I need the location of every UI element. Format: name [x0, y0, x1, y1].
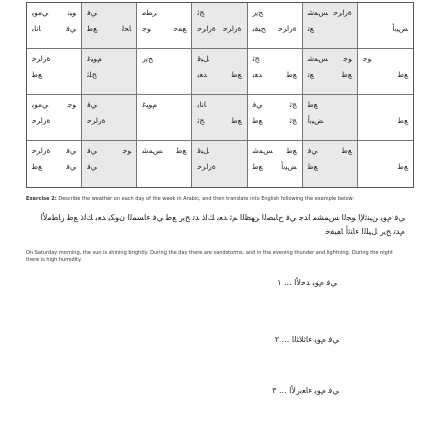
weather-word: ﺓﺭﺍﺮﺣ [278, 24, 297, 33]
grid-cell [27, 49, 82, 95]
weather-word: ﻊﻃ [341, 146, 352, 155]
weather-word: ﺲﻤﺷ [142, 146, 163, 155]
weather-grid [26, 2, 414, 188]
weather-word: ﻊﻃ [307, 100, 318, 109]
grid-cell [303, 95, 358, 141]
weather-word: ﺾﻴﺑﺃ [307, 116, 324, 125]
weather-word: ﻊﺗ [307, 24, 314, 33]
weather-word: ﻡﻮﻴﻏ [87, 54, 102, 63]
weather-word: ﺪﻌﺑ [197, 70, 208, 79]
weather-word: ﻲﻓ [252, 100, 263, 109]
weather-word: ﺲﻤﺷ [307, 54, 328, 63]
weather-word: ﻡﻮﻴﻏ [142, 100, 157, 109]
grid-cell [82, 95, 137, 141]
question-3: ﻲﻓ ﻡﻮﻳ ﺀﺎﻌﺑﺭﻷﺍ ... ٣ [272, 386, 339, 395]
grid-cell [82, 141, 137, 187]
question-1: ﻲﻓ ﻡﻮﻳ ﺪﺣﻷﺍ ... ١ [277, 278, 337, 287]
weather-word: ﻮﺟ [362, 54, 372, 63]
weather-word: ﺎﻧﺎﺑ [32, 24, 41, 33]
weather-word: ﻲﻓ [66, 24, 77, 33]
grid-cell [27, 141, 82, 187]
weather-word: ﺢﻳﺭ [252, 8, 264, 17]
weather-word: ﻲﻓ [87, 8, 97, 17]
weather-word: ﻊﻃ [32, 70, 42, 79]
weather-word: ﺓﺭﺍﺮﺣ [87, 116, 106, 125]
weather-word: ﻲﻓ [307, 146, 318, 155]
grid-cell [82, 49, 137, 95]
weather-word: ﺾﻴﺑﺃ [281, 162, 297, 171]
question-2: ﻲﻓ ﻡﻮﻳ ﺀﺎﺛﻼﺜﻟﺍ ... ٢ [274, 335, 339, 344]
weather-word: ﻊﻃ [341, 70, 352, 79]
weather-word: ﻊﻃ [286, 70, 297, 79]
weather-word: ﻞﺒﻗ [197, 146, 209, 155]
weather-word: ﻊﻤﺣ [173, 24, 187, 33]
weather-word: ﻲﻓ [87, 100, 97, 109]
weather-word: ﺢﻴﻘﺑ [252, 24, 266, 33]
grid-cell [248, 3, 303, 49]
weather-word: ﻊﻃ [252, 162, 263, 171]
weather-word: ﺞﺛ [197, 116, 205, 125]
example-arabic: ﻲﻓ ﻡﻮﻳ ﻦﻴﻨﺛﻹﺍ ﻮﺠﻟﺍ ﺲﻤﺸﻣ ﺍﺪﺟ ﻲﻓ ﺡﺎﺒﺼﻟﺍ ﺮﻬﻈﻟﺍ ﻢﺛ ﺪﻌﺑ ﻚﻟﺫ ﺪﺗ ﺢﻳﺭ ﻊﻃ ﻲﻓ ﺀﺎﺴﻤﻟﺍ ﻥﻮﻜﻳ ﺪﻌﺑ ﻚﻟﺫ ﻊﻃ ﺭﺎﻄﻣﻷﺍ ﻡﺪﺗ ﺢﻳﺭ ﻞﻴﻠﻟﺍ ﺀﺎﻨﺛﺃ ﺎﻔﻴﻔﺧ [40, 213, 405, 236]
weather-word: ﺾﻴﺑﺃ [392, 24, 408, 33]
weather-word: ﻊﻃ [231, 70, 242, 79]
weather-word: ﺢﻳﺭ [142, 54, 153, 63]
weather-word: ﻞﺒﻗ [197, 54, 209, 63]
weather-word: ﺓﺭﺍﺮﺣ [32, 116, 51, 125]
grid-cell [358, 3, 413, 49]
weather-word: ﻲﻓ [87, 146, 97, 155]
weather-word: ﺓﺭﺍﺮﺣ [32, 146, 51, 155]
weather-word: ﺓﺭﺍﺮﺣ [32, 54, 51, 63]
weather-word: ﻲﻓ [66, 146, 77, 155]
grid-cell [192, 141, 247, 187]
weather-word: ﺲﻤﺷ [307, 8, 328, 17]
weather-word: ﺞﺛ [289, 100, 297, 109]
grid-cell [137, 141, 192, 187]
weather-word: ﻮﺟ [67, 100, 77, 109]
grid-cell [27, 95, 82, 141]
weather-word: ﺲﻤﺷ [252, 146, 273, 155]
weather-word: ﻊﻃ [252, 116, 263, 125]
grid-cell [137, 3, 192, 49]
grid-cell [358, 95, 413, 141]
weather-word: ﺞﺛ [289, 116, 297, 125]
weather-word: ﺓﺭﺍﺮﺣ [333, 8, 352, 17]
grid-cell [358, 141, 413, 187]
weather-word: ﻲﻓ [87, 162, 97, 171]
weather-word: ﻊﻃ [398, 70, 408, 79]
exercise-label: Exercise 2: [26, 196, 57, 202]
weather-word: ﻊﻃ [398, 116, 408, 125]
weather-word: ﻮﺟ [343, 54, 352, 63]
grid-cell [358, 49, 413, 95]
weather-word: ﺓﺭﺍﺮﺣ [223, 24, 242, 33]
grid-cell [248, 141, 303, 187]
weather-word: ﺓﺭﺍﺮﺣ [197, 24, 216, 33]
weather-word: ﺓﺭﺍﺮﺣ [197, 162, 216, 171]
weather-word: ﻮﺟ [122, 146, 132, 155]
grid-cell [82, 3, 137, 49]
grid-cell [27, 3, 82, 49]
weather-word: ﻊﺗ [307, 70, 314, 79]
weather-word: ﺮﻄﻣ [142, 8, 157, 17]
grid-cell [248, 95, 303, 141]
grid-cell [192, 3, 247, 49]
weather-word: ﻊﻃ [176, 146, 187, 155]
example-english: On Saturday morning, the sun is shining brightly. During the day there are sandstorms, and in the evening thunder and lightning. During the night there is high humidity. [26, 250, 393, 263]
grid-cell [192, 95, 247, 141]
weather-word: ﺎﺤﻟ [121, 24, 132, 33]
grid-cell [303, 141, 358, 187]
grid-cell [303, 3, 358, 49]
weather-word: ﺞﺛ [252, 54, 260, 63]
weather-word: ﻊﻃ [87, 24, 98, 33]
weather-word: ﻲﻣﻮﻳ [32, 8, 49, 17]
weather-word: ﻊﻃ [32, 162, 42, 171]
weather-word: ﻊﻃ [286, 146, 297, 155]
weather-word: ﺞﺛ [197, 8, 205, 17]
weather-word: ﻊﻃ [307, 162, 318, 171]
weather-word: ﻊﻃ [231, 116, 242, 125]
grid-cell [248, 49, 303, 95]
grid-cell [192, 49, 247, 95]
exercise-instructions [26, 196, 406, 203]
weather-word: ﻊﻃ [398, 162, 408, 171]
weather-word: ﻮﺟ [142, 24, 151, 33]
exercise-text: Describe the weather on each day of the week in Arabic, and then translate into English following the example below: [58, 196, 355, 202]
grid-cell [137, 49, 192, 95]
grid-cell [137, 95, 192, 141]
weather-word: ﺪﻌﺑ [252, 70, 263, 79]
weather-word: ﻮﻴﻧ [67, 8, 77, 17]
weather-word: ﺎﻧﺎﺑ [197, 100, 207, 109]
weather-word: ﻲﻣﻮﻳ [32, 100, 49, 109]
weather-word: ﺞﻠﺛ [87, 70, 97, 79]
weather-word: ﻲﻓ [66, 162, 77, 171]
grid-cell [303, 49, 358, 95]
